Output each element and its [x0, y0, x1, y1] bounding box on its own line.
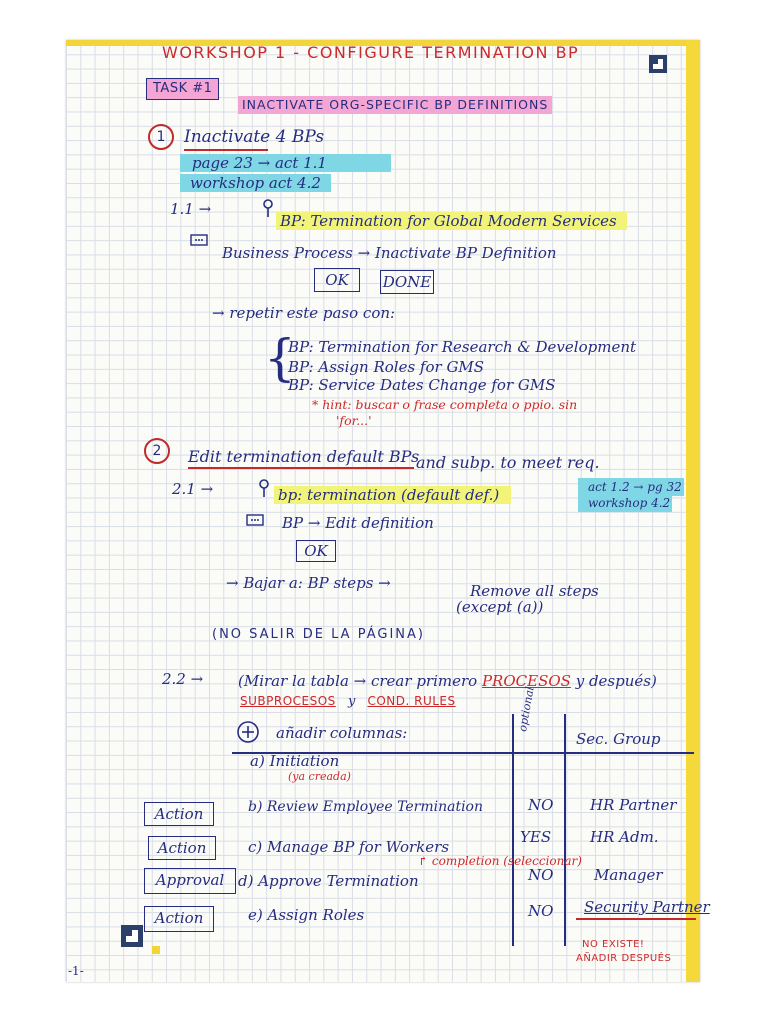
step-2-1-navigation: BP → Edit definition	[282, 514, 434, 532]
section1-title: Inactivate 4 BPs	[184, 127, 325, 147]
notebook-page	[66, 40, 710, 982]
column-header-sec-group: Sec. Group	[576, 730, 661, 748]
row-b-optional: NO	[528, 796, 554, 814]
bajar-instruction: → Bajar a: BP steps →	[226, 574, 391, 592]
repeat-item-1: BP: Termination for Research & Development	[288, 338, 637, 356]
table-column-rule-1	[512, 714, 514, 946]
step-1-1-navigation: Business Process → Inactivate BP Definition	[222, 244, 557, 262]
security-partner-underline	[576, 918, 696, 920]
except-note: (except (a))	[456, 598, 544, 616]
mirar-tabla-pre: (Mirar la tabla → crear primero	[238, 672, 482, 690]
row-b-tag: Action	[144, 802, 214, 826]
task-title: INACTIVATE ORG-SPECIFIC BP DEFINITIONS	[238, 96, 552, 114]
step-1-1-text: BP: Termination for Global Modern Services	[276, 212, 627, 230]
repeat-instruction: → repetir este paso con:	[212, 304, 396, 322]
repeat-item-2: BP: Assign Roles for GMS	[288, 358, 485, 376]
step-2-2-number: 2.2 →	[162, 670, 204, 688]
ok-button-drawing: OK	[314, 268, 360, 292]
mirar-tabla-note	[238, 672, 657, 690]
column-header-optional: optional	[515, 685, 537, 733]
completion-note: ↱ completion (seleccionar)	[418, 854, 582, 868]
step-2-1-ref-workshop: workshop 4.2	[578, 494, 672, 512]
row-b-step: b) Review Employee Termination	[248, 799, 483, 815]
repeat-item-3: BP: Service Dates Change for GMS	[288, 376, 556, 394]
section1-ref-page: page 23 → act 1.1	[180, 154, 391, 172]
procesos-label: PROCESOS	[481, 672, 571, 690]
row-a-step: a) Initiation	[250, 752, 340, 770]
row-c-group: HR Adm.	[590, 828, 659, 846]
section-number-1: 1	[148, 124, 174, 150]
anadir-despues-note: AÑADIR DESPUÉS	[576, 953, 672, 964]
table-column-rule-2	[564, 714, 566, 946]
section1-title-underline	[184, 149, 268, 151]
ok-button-drawing-2: OK	[296, 540, 336, 562]
plus-circle-icon	[236, 720, 260, 744]
done-button-drawing: DONE	[380, 270, 434, 294]
task-label: TASK #1	[146, 78, 219, 100]
row-e-tag: Action	[144, 906, 214, 932]
cond-rules-label: COND. RULES	[367, 694, 456, 708]
page-number: -1-	[68, 964, 84, 978]
bottom-logo-icon	[120, 924, 144, 948]
corner-logo-icon	[648, 54, 668, 74]
row-e-group: Security Partner	[584, 898, 710, 916]
hint-line-2: 'for...'	[336, 413, 372, 428]
row-d-optional: NO	[528, 866, 554, 884]
section2-title-part2: and subp. to meet req.	[416, 453, 600, 472]
step-2-1-text: bp: termination (default def.)	[274, 486, 511, 504]
y-label: y	[347, 694, 356, 709]
hint-line-1: * hint: buscar o frase completa o ppio. sin	[312, 397, 578, 412]
subprocesos-line	[240, 692, 456, 711]
add-columns-note: añadir columnas:	[276, 724, 408, 742]
remove-steps: Remove all steps	[470, 582, 599, 600]
step-2-1-ref-act: act 1.2 → pg 32	[578, 478, 684, 496]
no-salir-note: (NO SALIR DE LA PÁGINA)	[212, 627, 425, 642]
step-1-1-number: 1.1 →	[170, 200, 212, 218]
row-b-group: HR Partner	[590, 796, 677, 814]
row-c-optional: YES	[520, 828, 552, 846]
row-a-sub: (ya creada)	[288, 770, 351, 783]
row-e-step: e) Assign Roles	[248, 906, 365, 924]
no-existe-note: NO EXISTE!	[582, 939, 645, 950]
pin-icon-2	[258, 478, 270, 498]
brace: {	[264, 329, 296, 387]
page-title: WORKSHOP 1 - CONFIGURE TERMINATION BP	[162, 43, 580, 62]
section2-title-part1: Edit termination default BPs	[188, 447, 420, 466]
row-d-step: d) Approve Termination	[238, 872, 419, 890]
section1-ref-workshop: workshop act 4.2	[180, 174, 331, 192]
row-e-optional: NO	[528, 902, 554, 920]
row-d-group: Manager	[594, 866, 663, 884]
row-c-step: c) Manage BP for Workers	[248, 838, 450, 856]
menu-button-icon	[190, 234, 208, 246]
despues-label: y después)	[570, 672, 657, 690]
row-d-tag: Approval	[144, 868, 236, 894]
subprocesos-label: SUBPROCESOS	[240, 694, 336, 708]
page-yellow-edge	[686, 40, 700, 982]
section2-title-underline	[188, 467, 414, 469]
step-2-1-number: 2.1 →	[172, 480, 214, 498]
section-number-2: 2	[144, 438, 170, 464]
pin-icon	[262, 198, 274, 218]
row-c-tag: Action	[148, 836, 216, 860]
menu-button-icon-2	[246, 514, 264, 526]
yellow-square-marker	[152, 946, 160, 954]
